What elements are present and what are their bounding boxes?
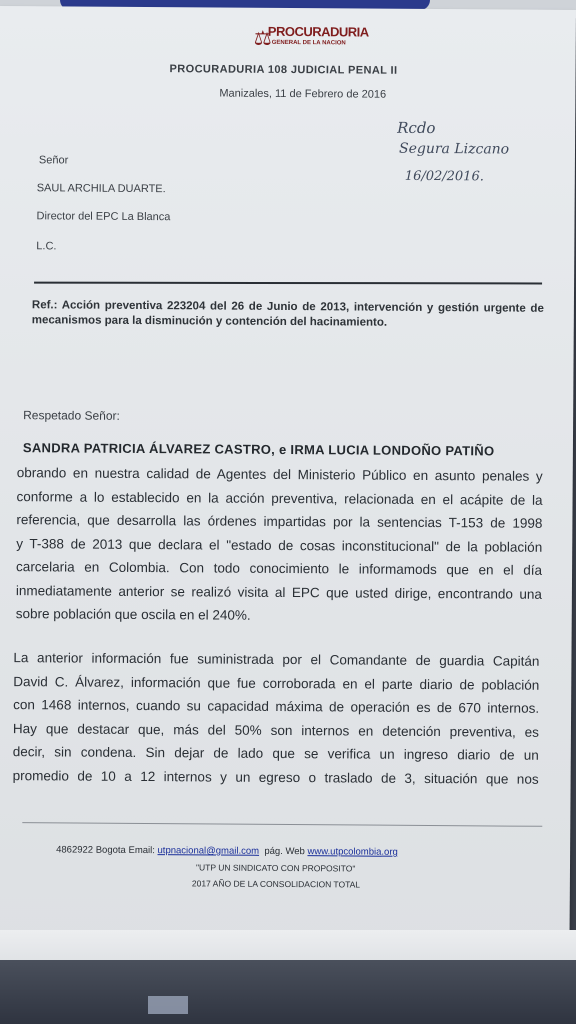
reference-text: Acción preventiva 223204 del 26 de Junio de 2013, intervención y gestión urgente de mecanismos para la disminución y contención del hacinamiento.	[31, 299, 544, 329]
footer-phone: 4862922	[56, 844, 94, 856]
signatory-names: SANDRA PATRICIA ÁLVAREZ CASTRO, e IRMA LUCIA LONDOÑO PATIÑO	[22, 440, 495, 459]
paragraph-line: con 1468 internos, cuando su capacidad máxima de operación es de 670 internos.	[13, 697, 540, 716]
separator-line	[34, 282, 542, 285]
addressee-title: Director del EPC La Blanca	[36, 210, 171, 224]
paragraph-line: obrando en nuestra calidad de Agentes del Ministerio Público en asunto penales y	[16, 465, 543, 484]
shield-icon: ⚖	[253, 27, 272, 50]
reference-label: Ref.:	[31, 299, 58, 312]
reference-block	[32, 298, 544, 332]
footer-city: Bogota	[95, 844, 126, 856]
addressee-city: L.C.	[36, 240, 57, 253]
paragraph-line: conforme a lo establecido en la acción preventiva, relacionada en el acápite de la	[16, 488, 543, 508]
footer-email-link[interactable]: utpnacional@gmail.com	[157, 845, 260, 857]
paragraph-line: promedio de 10 a 12 internos y un egreso o traslado de 3, situación que nos	[12, 767, 539, 787]
received-signature: Rcdo Segura Lizcano 16/02/2016.	[397, 118, 510, 185]
addressee-salutation: Señor	[38, 154, 69, 167]
addressee-name: SAUL ARCHILA DUARTE.	[36, 182, 166, 196]
paragraph-1	[16, 461, 543, 629]
footer-separator	[22, 822, 542, 827]
office-heading: PROCURADURIA 108 JUDICIAL PENAL II	[169, 63, 398, 77]
logo-text: PROCURADURIA	[267, 23, 369, 40]
paragraph-line: decir, sin condena. Sin dejar de lado que se verifica un ingreso diario de un	[12, 744, 539, 763]
background-floor	[0, 960, 576, 1024]
paragraph-line: carcelaria en Colombia. Con todo conocimiento le informamods que en el día	[16, 559, 543, 578]
footer-contact	[56, 844, 398, 857]
logo-subtext: GENERAL DE LA NACION	[271, 39, 346, 47]
paragraph-line: David C. Álvarez, información que fue corroborada en el parte diario de población	[13, 673, 540, 693]
footer-slogan: "UTP UN SINDICATO CON PROPOSITO"	[195, 862, 356, 874]
paragraph-2	[13, 646, 540, 791]
paragraph-line: sobre población que oscila en el 240%.	[15, 606, 251, 623]
procuraduria-logo	[250, 24, 370, 61]
blue-stamp-mark	[148, 996, 188, 1014]
paragraph-line: inmediatamente anterior se realizó visita al EPC que usted dirige, encontrando una	[15, 582, 542, 602]
document-page	[0, 6, 576, 960]
paragraph-line: Hay que destacar que, más del 50% son internos en detención preventiva, es	[12, 720, 539, 740]
footer-year-line: 2017 AÑO DE LA CONSOLIDACION TOTAL	[191, 878, 361, 890]
paragraph-line: referencia, que desarrolla las órdenes impartidas por la sentencias T-153 de 1998	[16, 512, 543, 531]
footer-web-label: pág. Web	[264, 845, 305, 858]
paragraph-line: La anterior información fue suministrada por el Comandante de guardia Capitán	[13, 650, 540, 669]
letter-date: Manizales, 11 de Febrero de 2016	[219, 87, 387, 101]
footer-email-label: Email:	[128, 844, 155, 857]
greeting: Respetado Señor:	[23, 408, 120, 423]
paragraph-line: y T-388 de 2013 que declara el "estado de cosas inconstitucional" de la población	[16, 535, 543, 555]
footer-web-link[interactable]: www.utpcolombia.org	[307, 846, 398, 858]
